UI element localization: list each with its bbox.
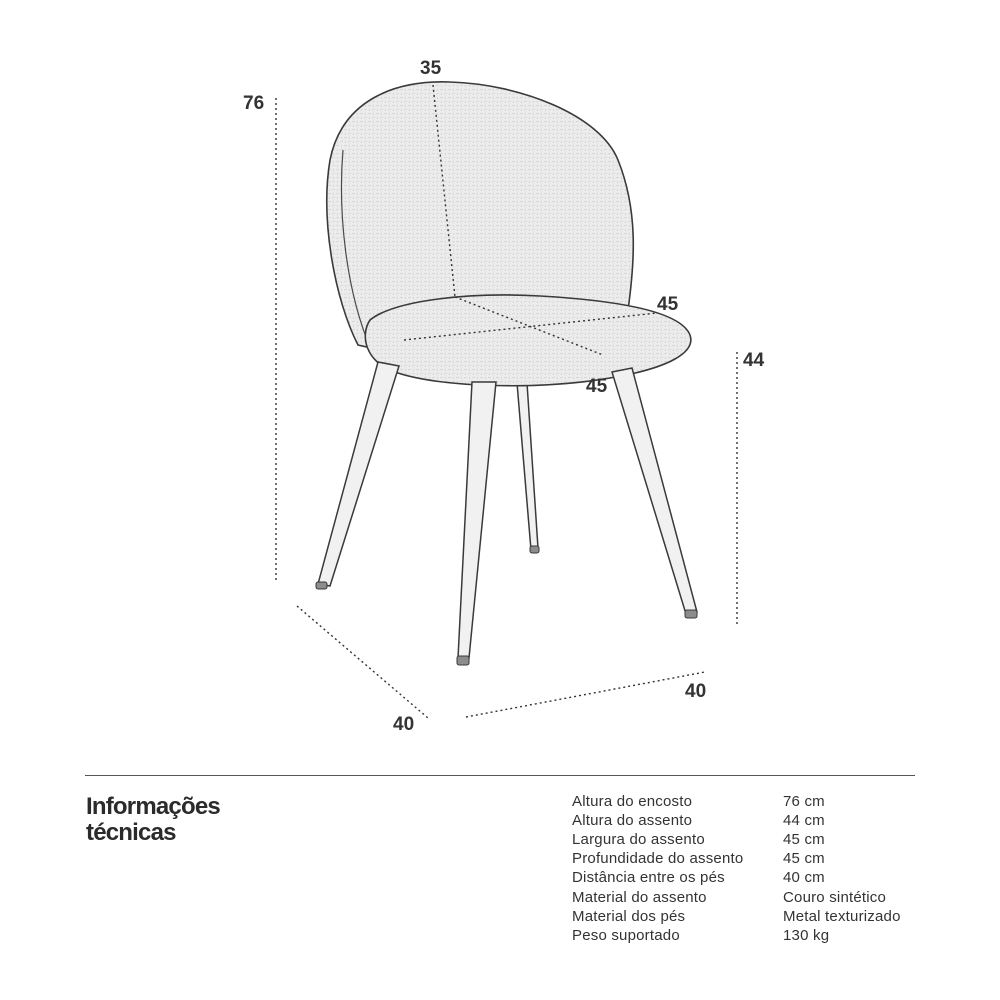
seat-height-label: 44 [743, 350, 765, 371]
feet-width-label: 40 [685, 681, 707, 702]
backrest-width-label: 35 [420, 58, 442, 79]
spec-value: 76 cm [783, 793, 825, 811]
total-height-label: 76 [243, 93, 265, 114]
specs-table [572, 792, 922, 945]
title-line-1: Informações [86, 793, 220, 820]
front-right-foot [685, 610, 697, 618]
feet-depth-label: 40 [393, 714, 415, 735]
title-line-2: técnicas [86, 819, 176, 846]
spec-value: 44 cm [783, 812, 825, 830]
front-left-foot [316, 582, 327, 589]
spec-label: Material dos pés [572, 907, 686, 925]
spec-row [572, 849, 922, 868]
spec-label: Altura do encosto [572, 793, 693, 811]
front-right-leg [612, 368, 697, 614]
spec-value: Metal texturizado [783, 907, 901, 925]
back-left-foot [530, 546, 539, 553]
spec-label: Peso suportado [572, 926, 680, 944]
spec-row [572, 811, 922, 830]
chair-seat [365, 295, 691, 386]
front-left-leg [318, 362, 399, 586]
spec-row [572, 868, 922, 887]
back-left-leg [517, 383, 538, 550]
section-divider [85, 775, 915, 776]
spec-label: Largura do assento [572, 831, 705, 849]
front-center-foot [457, 656, 469, 665]
feet-width-dim-line [466, 672, 705, 717]
spec-row [572, 830, 922, 849]
spec-row [572, 792, 922, 811]
seat-width-label: 45 [657, 294, 679, 315]
spec-value: 40 cm [783, 869, 825, 887]
spec-value: 45 cm [783, 850, 825, 868]
technical-info-title [86, 794, 220, 846]
spec-label: Altura do assento [572, 812, 693, 830]
spec-label: Profundidade do assento [572, 850, 744, 868]
spec-value: 45 cm [783, 831, 825, 849]
spec-row [572, 926, 922, 945]
spec-row [572, 907, 922, 926]
front-center-leg [458, 382, 496, 658]
seat-depth-label: 45 [586, 376, 608, 397]
spec-label: Distância entre os pés [572, 869, 725, 887]
spec-row [572, 887, 922, 906]
feet-depth-dim-line [297, 606, 428, 718]
spec-value: Couro sintético [783, 888, 887, 906]
spec-value: 130 kg [783, 926, 830, 944]
spec-label: Material do assento [572, 888, 707, 906]
